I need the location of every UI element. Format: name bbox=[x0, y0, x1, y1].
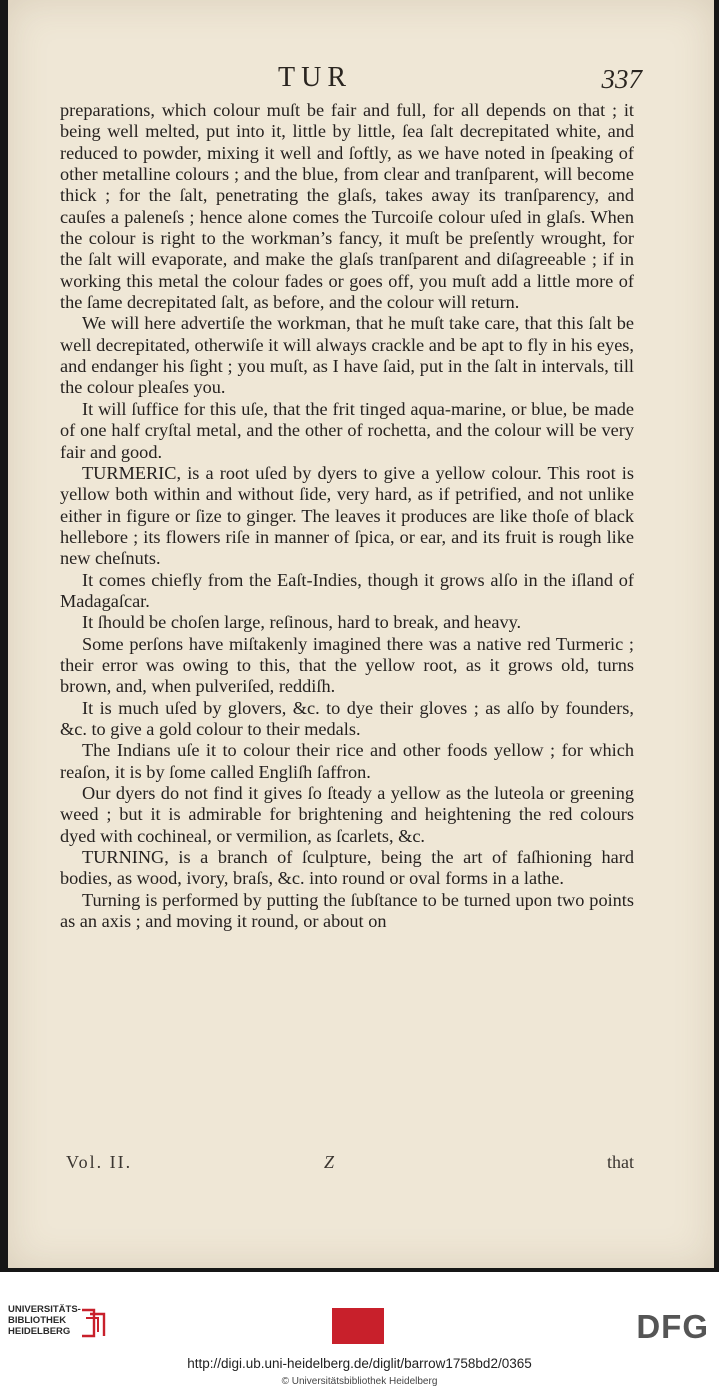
signature-mark: Z bbox=[324, 1152, 335, 1172]
paragraph-turning: TURNING, is a branch of ſculpture, being the art of faſhioning hard bodies, as wood, ivory, braſs, &c. into round or oval forms in a lathe. bbox=[60, 847, 634, 889]
project-logo[interactable] bbox=[332, 1308, 384, 1344]
body-text bbox=[60, 100, 634, 932]
paragraph: Some perſons have miſtakenly imagined there was a native red Turmeric ; their error was owing to this, that the yellow root, as it grows old, turns brown, and, when pulveriſed, reddiſh. bbox=[60, 633, 634, 697]
university-library-logo[interactable] bbox=[8, 1304, 108, 1344]
paragraph: The Indians uſe it to colour their rice and other foods yellow ; for which reaſon, it is by ſome called Engliſh ſaffron. bbox=[60, 740, 634, 782]
volume-mark: Vol. II. bbox=[66, 1152, 133, 1172]
paragraph-turmeric: TURMERIC, is a root uſed by dyers to give a yellow colour. This root is yellow both within and without ſide, very hard, as if petrified, and not unlike either in figure or ſize to ginger. The leaves it produces are like thoſe of black hellebore ; its flowers riſe in manner of ſpica, or ear, and its fruit is rough like new cheſnuts. bbox=[60, 462, 634, 569]
paragraph: Our dyers do not find it gives ſo ſteady a yellow as the luteola or greening weed ; but it is admirable for brightening and heightening the red colours dyed with cochineal, or vermilion, as ſcarlets, &c. bbox=[60, 783, 634, 846]
digitization-bar bbox=[0, 1272, 719, 1390]
library-mark-icon bbox=[78, 1306, 108, 1340]
paragraph: preparations, which colour muſt be fair and full, for all depends on that ; it being well melted, put into it, little by little, ſea ſalt decrepitated white, and reduced to powder, mixing it well and ſoftly, as we have noted in ſpeaking of other metalline colours ; and the blue, from clear and tranſparent, will become thick ; for the ſalt, penetrating the glaſs, takes away its tranſparency, and cauſes a paleneſs ; hence alone comes the Turcoiſe colour uſed in glaſs. When the colour is right to the workman’s fancy, it muſt be preſently wrought, for the ſalt will evaporate, and make the glaſs tranſparent and diſagreeable ; if in working this metal the colour fades or goes off, you muſt add a little more of the ſame decrepitated ſalt, as before, and the colour will return. bbox=[60, 100, 634, 313]
paragraph: It comes chiefly from the Eaſt-Indies, though it grows alſo in the iſland of Madagaſcar. bbox=[60, 569, 634, 611]
library-name: UNIVERSITÄTS-BIBLIOTHEK HEIDELBERG bbox=[8, 1304, 81, 1337]
paragraph: We will here advertiſe the workman, that he muſt take care, that this ſalt be well decrepitated, otherwiſe it will always crackle and be apt to fly in his eyes, and endanger his ſight ; you muſt, as I have ſaid, put in the ſalt in intervals, till the colour pleaſes you. bbox=[60, 313, 634, 398]
copyright-notice: © Universitätsbibliothek Heidelberg bbox=[281, 1376, 438, 1387]
book-page bbox=[8, 0, 714, 1268]
paragraph: Turning is performed by putting the ſubſtance to be turned upon two points as an axis ; and moving it round, or about on bbox=[60, 889, 634, 932]
paragraph: It ſhould be choſen large, reſinous, hard to break, and heavy. bbox=[82, 612, 522, 633]
page-header bbox=[8, 62, 714, 98]
page-footer bbox=[66, 1152, 634, 1176]
permalink-url[interactable]: http://digi.ub.uni-heidelberg.de/diglit/barrow1758bd2/0365 bbox=[187, 1356, 532, 1371]
paragraph: It is much uſed by glovers, &c. to dye their gloves ; as alſo by founders, &c. to give a gold colour to their medals. bbox=[60, 697, 634, 739]
dfg-logo[interactable]: DFG bbox=[636, 1308, 709, 1345]
paragraph: It will ſuffice for this uſe, that the frit tinged aqua-marine, or blue, be made of one half cryſtal metal, and the other of rochetta, and the colour will be very fair and good. bbox=[60, 398, 634, 462]
running-head: TUR bbox=[278, 62, 352, 93]
page-number: 337 bbox=[601, 64, 642, 94]
catchword: that bbox=[607, 1152, 634, 1172]
